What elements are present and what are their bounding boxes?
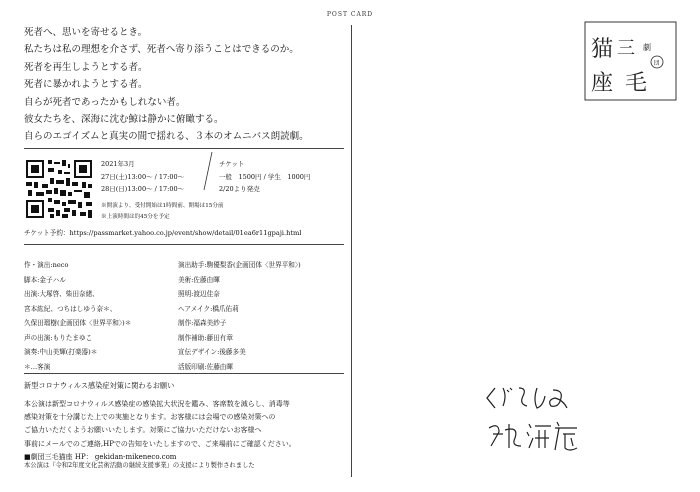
credit-item: 演出助手:駒優梨香(企画団体〈世界平和〉): [178, 261, 301, 269]
schedule-notes: [101, 201, 224, 223]
credit-item: 制作:福森美紗子: [178, 319, 227, 327]
svg-text:三: 三: [617, 38, 635, 59]
slash-divider-icon: [201, 150, 215, 192]
credit-item: 制作補助:藤田有章: [178, 333, 233, 342]
covid-homepage-link[interactable]: ■劇団三毛猫座 HP： gekidan-mikeneco.com: [24, 452, 177, 461]
credit-item: 活版印刷:佐藤由暉: [178, 362, 233, 371]
covid-line: 感染対策を十分講じた上での実施となります。お客様には会場での感染対策への: [24, 413, 276, 422]
covid-line: 本公演は新型コロナウィルス感染症の感染拡大状況を鑑み、客席数を減らし、消毒等: [24, 400, 290, 408]
troupe-logo-icon: [583, 20, 678, 102]
credit-item: 宣伝デザイン:後藤多美: [178, 348, 246, 356]
intro-line: 私たちは私の理想を介さず、死者へ寄り添うことはできるのか。: [24, 44, 299, 56]
divider-bottom: [24, 373, 344, 374]
credit-item: 美術:佐藤由暉: [178, 275, 220, 284]
svg-text:座: 座: [591, 71, 614, 96]
credit-item: 宮本紘紀、つちはしゆう奈＊、: [24, 304, 117, 313]
intro-line: 自らが死者であったかもしれない者。: [24, 96, 186, 108]
svg-text:劇: 劇: [643, 43, 651, 52]
intro-line: 死者を再生しようとする者。: [24, 61, 148, 73]
note-line: ※開演より、受付開始は1時間前、開場は15分前: [101, 203, 224, 209]
intro-line: 自らのエゴイズムと真実の間で揺れる、３本のオムニバス朗読劇。: [24, 131, 309, 143]
credit-item: 脚本:金子ハル: [24, 275, 66, 284]
ticket-title: チケット: [219, 160, 245, 168]
credit-item: 声の出演:もりたまゆこ: [24, 333, 93, 342]
intro-line: 彼女たちを、深海に沈む鯨は静かに俯瞰する。: [24, 114, 224, 126]
schedule-day2: 28日(日)13:00〜 / 17:00〜: [101, 185, 185, 193]
credit-item: 出演:大塚啓、柴田奈緒、: [24, 290, 99, 298]
credits-left: [24, 258, 184, 374]
schedule: [101, 158, 184, 196]
intro-line: 死者に暴かれようとする者。: [24, 79, 148, 91]
ticket-price: 一般 1500円 / 学生 1000円: [219, 172, 311, 181]
covid-line: ご協力いただくようお願いいたします。対策にご協力いただけないお客様へ: [24, 426, 262, 435]
credit-item: ヘアメイク:橋爪佑莉: [178, 304, 239, 313]
postcard-label: POST CARD: [326, 11, 374, 18]
ticket-url-link[interactable]: チケット予約：https://passmarket.yahoo.co.jp/event/show/detail/01ea6r11gpaji.html: [24, 229, 302, 237]
ticket-info: [219, 158, 310, 196]
svg-text:猫: 猫: [591, 37, 614, 62]
svg-text:毛: 毛: [625, 71, 648, 96]
title-signature-icon: [481, 382, 581, 472]
svg-text:団: 団: [653, 60, 660, 67]
covid-title: 新型コロナウィルス感染症対策に関わるお願い: [24, 381, 175, 390]
credit-item: ＊…客演: [24, 362, 51, 371]
covid-body: [24, 398, 346, 464]
covid-line: 事前にメールでのご連絡,HPでの告知をいたしますので、ご来場前にご確認ください。: [24, 439, 296, 448]
credit-item: 久保田瑠樹(企画団体〈世界平和〉)＊: [24, 319, 132, 327]
support-credit: 本公演は『令和2年度文化芸術活動の継続支援事業』の支援により製作されました: [24, 462, 255, 469]
qr-code-icon[interactable]: [24, 158, 94, 220]
credit-item: 演奏:中山美輝(打楽器)＊: [24, 348, 98, 356]
credits-right: [178, 258, 348, 374]
divider-middle: [24, 244, 344, 245]
schedule-day1: 27日(土)13:00〜 / 17:00〜: [101, 172, 185, 181]
schedule-month: 2021年3月: [101, 160, 135, 168]
intro-line: 死者へ、思いを寄せるとき。: [24, 27, 148, 38]
note-line: ※上演時間は約45分を予定: [101, 214, 170, 220]
intro-text: [24, 24, 344, 146]
ticket-release: 2/20より発売: [219, 185, 260, 193]
credit-item: 照明:渡辺佳奈: [178, 290, 220, 298]
divider-top: [24, 148, 344, 149]
divider-vertical: [351, 25, 352, 477]
credit-item: 作・演出:neco: [24, 261, 69, 269]
